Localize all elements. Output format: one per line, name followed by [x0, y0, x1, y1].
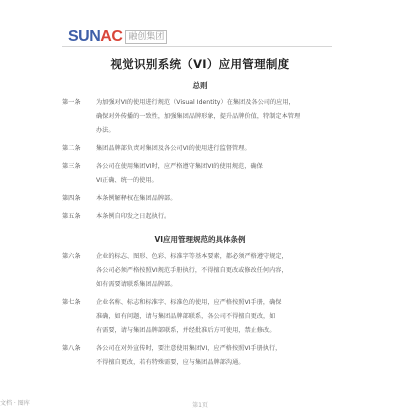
- document-title: 视觉识别系统（VI）应用管理制度: [110, 57, 290, 71]
- article-specific-1: [62, 250, 342, 292]
- article-general-4: [62, 192, 342, 206]
- article-text-line: 不得擅自更改，若有特殊需要，应与集团品牌部沟通。: [96, 359, 245, 366]
- article-text-line: 有需要，请与集团品牌部联系，并经批准后方可使用，禁止修改。: [96, 327, 276, 334]
- article-label: 第三条: [62, 163, 81, 170]
- article-label: 第七条: [62, 299, 81, 306]
- article-text-line: 企业的标志、图形、色彩、标准字等基本要素，都必须严格遵守规定，: [96, 253, 288, 260]
- article-text-line: 如有需要请联系集团品牌部。: [96, 281, 177, 288]
- article-text-line: 各公司在对外宣传时，要注意使用集团VI，应严格按照VI手册执行，: [96, 345, 282, 352]
- article-text-line: 本条例解释权在集团品牌部。: [96, 195, 177, 202]
- article-general-5: [62, 210, 342, 224]
- article-label: 第六条: [62, 253, 81, 260]
- article-text-line: 集团品牌部负责对集团及各公司VI的使用进行监督管理。: [96, 145, 251, 152]
- article-general-2: [62, 142, 342, 156]
- article-text-line: 确保对外传播的一致性，加强集团品牌形象，提升品牌价值，特制定本管理: [96, 113, 301, 120]
- article-label: 第五条: [62, 213, 81, 220]
- article-general-3: [62, 160, 342, 188]
- article-text-line: 为加强对VI的使用进行规范（Visual Identity）在集团及各公司的应用，: [96, 99, 295, 106]
- logo-chinese-name: 融创集团: [125, 30, 167, 44]
- article-text-line: 各公司在使用集团VI时，应严格遵守集团VI的使用规范，确保: [96, 163, 263, 170]
- article-label: 第四条: [62, 195, 81, 202]
- company-logo: [68, 28, 167, 46]
- article-text-line: 办法。: [96, 127, 115, 134]
- article-general-1: [62, 96, 342, 138]
- article-text-line: 准确，如有问题，请与集团品牌部联系，各公司不得擅自更改，如: [96, 313, 276, 320]
- article-specific-3: [62, 342, 342, 370]
- article-text-line: 企业名称、标志和标准字、标准色的使用，应严格按照VI手册，确保: [96, 299, 282, 306]
- page-number: 第1页: [192, 402, 208, 409]
- footer-watermark: 文档 · 图库: [0, 400, 30, 407]
- article-text-line: 本条例自印发之日起执行。: [96, 213, 171, 220]
- header-divider: [62, 46, 332, 47]
- article-text-line: VI正确、统一的使用。: [96, 177, 158, 184]
- article-label: 第一条: [62, 99, 81, 106]
- section-heading-specific: VI应用管理规范的具体条例: [154, 235, 246, 244]
- logo-wordmark: SUNAC: [68, 28, 123, 45]
- article-label: 第八条: [62, 345, 81, 352]
- article-label: 第二条: [62, 145, 81, 152]
- article-specific-2: [62, 296, 342, 338]
- article-text-line: 各公司必须严格按照VI规范手册执行，不得擅自更改或修改任何内容，: [96, 267, 288, 274]
- section-heading-general: 总则: [192, 81, 208, 90]
